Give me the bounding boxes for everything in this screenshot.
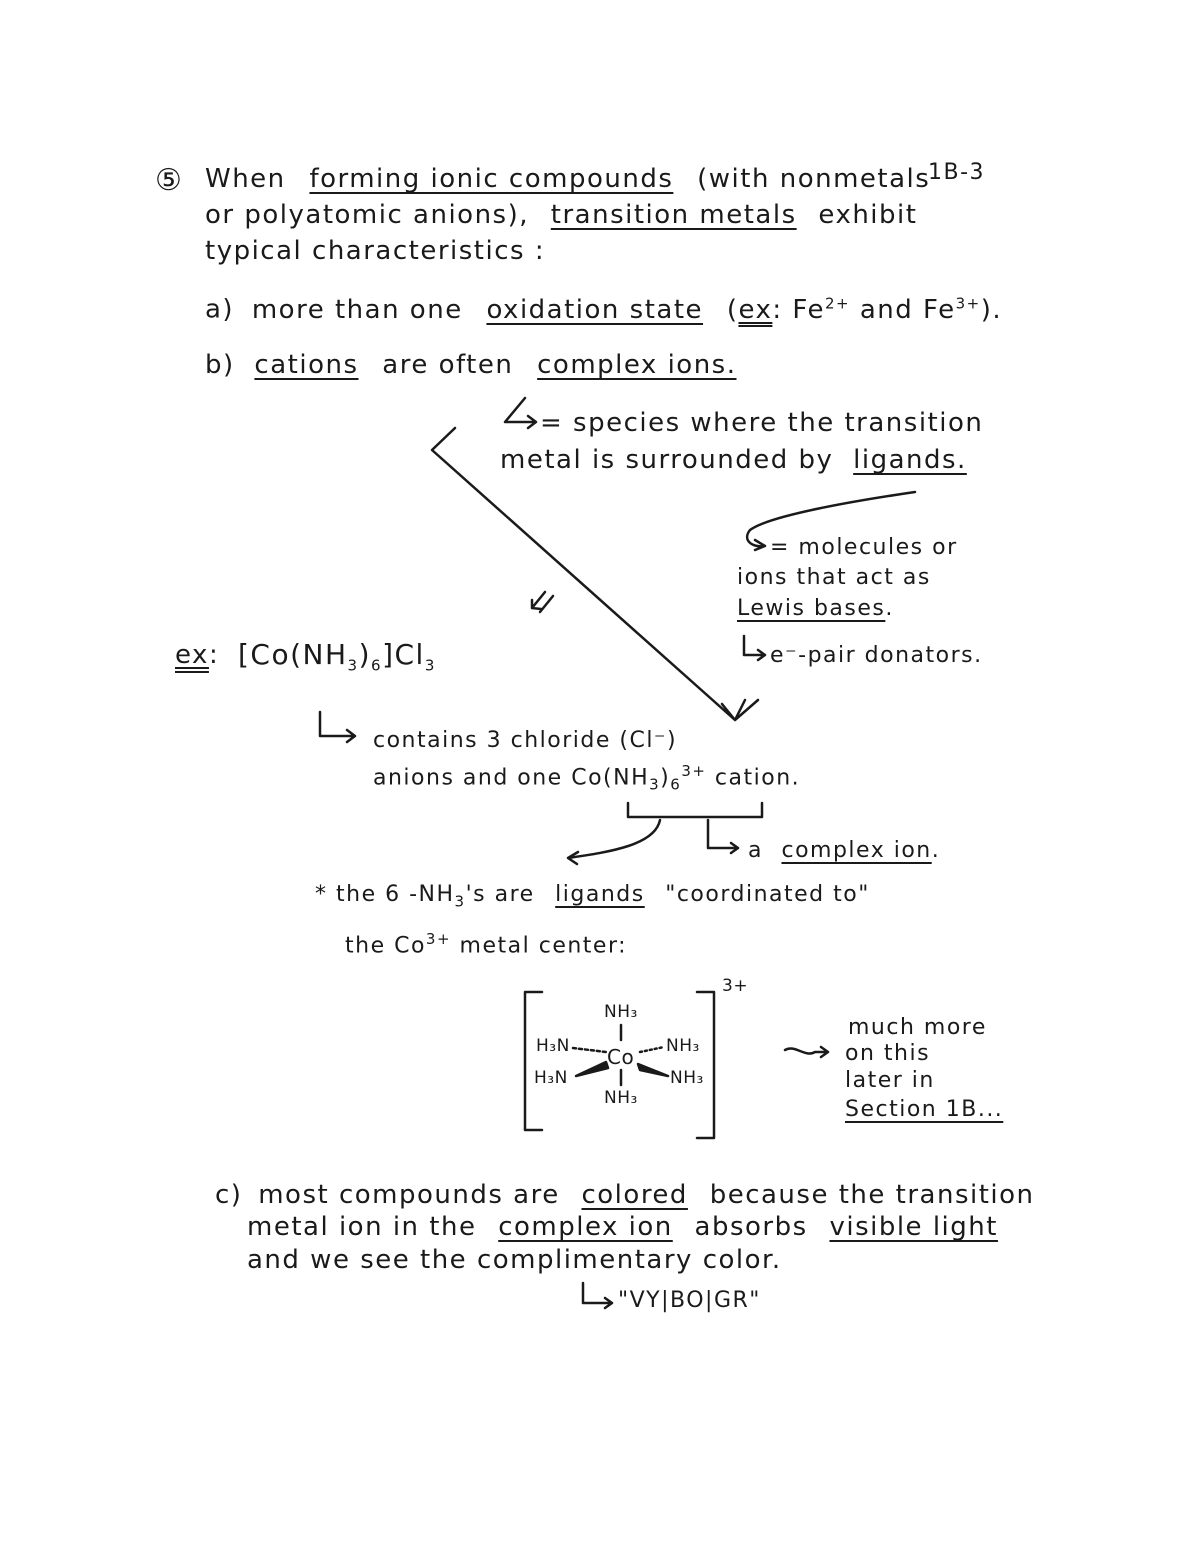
term-colored: colored <box>581 1180 688 1210</box>
term-visible-light: visible light <box>829 1212 998 1242</box>
item-c-line-2 <box>247 1212 998 1243</box>
term-oxidation-state: oxidation state <box>486 294 704 325</box>
squiggle-arrow-later <box>785 1047 828 1057</box>
item-5-line-2 <box>205 200 917 231</box>
structure-center-metal: Co <box>607 1045 635 1069</box>
complex-def-line-2 <box>500 445 967 476</box>
item-5-polyatomic: or polyatomic anions), <box>205 200 530 230</box>
term-lewis-bases: Lewis bases <box>737 596 886 621</box>
paren-open: ( <box>726 294 739 325</box>
page-number: 1B-3 <box>928 160 986 185</box>
item-5-nonmetals: (with nonmetals <box>697 164 931 194</box>
item-a-text: more than one <box>251 294 463 325</box>
fe-1: : Fe <box>772 294 825 325</box>
structure-right-down-ligand: NH₃ <box>670 1068 704 1088</box>
contains-line-1: contains 3 chloride (Cl⁻) <box>373 728 678 753</box>
formula-part-a: [Co(NH <box>238 638 348 671</box>
formula-sub-6: 6 <box>371 656 383 675</box>
item-c-because: because the transition <box>709 1180 1035 1210</box>
formula-part-b: ) <box>358 638 372 671</box>
formula-sub-3b: 3 <box>424 656 436 675</box>
ligand-def-line-1: = molecules or <box>770 535 958 560</box>
term-ligands-2: ligands <box>555 882 645 907</box>
item-5-line-3: typical characteristics : <box>205 236 546 266</box>
structure-bottom-ligand: NH₃ <box>604 1088 638 1108</box>
complex-ion-note <box>748 838 940 864</box>
fe-2plus: 2+ <box>824 294 851 312</box>
item-b-label: b) <box>205 350 235 380</box>
item-5-exhibit: exhibit <box>818 200 918 230</box>
complex-def-text: metal is surrounded by <box>500 445 834 475</box>
structure-left-bracket <box>525 992 542 1130</box>
formula-part-c: ]Cl <box>382 638 425 671</box>
example-formula <box>238 638 436 675</box>
ex-label: ex <box>738 294 773 325</box>
star-note-are: 's are <box>465 882 535 907</box>
complex-ion-a: a <box>748 838 763 863</box>
fe-3plus: 3+ <box>955 294 981 312</box>
star-note-line-1 <box>315 882 870 910</box>
item-b-text: are often <box>382 350 514 380</box>
term-transition-metals: transition metals <box>550 200 797 230</box>
star-note-co: the Co <box>345 933 426 959</box>
contains-sub-3: 3 <box>649 775 661 794</box>
structure-left-up-ligand: H₃N <box>536 1036 570 1056</box>
item-b <box>205 350 737 381</box>
bond-right-up <box>640 1047 664 1052</box>
ex-colon: : <box>208 640 220 670</box>
item-c-label: c) <box>215 1180 243 1210</box>
item-5-when: When <box>205 164 286 194</box>
later-note-line-1: much more <box>848 1015 987 1040</box>
item-a <box>205 294 1002 326</box>
later-note-line-3: later in <box>845 1068 935 1093</box>
star-note-line-2 <box>345 930 627 960</box>
period: . <box>885 596 894 621</box>
ligand-def-line-3 <box>737 596 894 622</box>
paren-close: ). <box>980 294 1003 325</box>
term-cations: cations <box>254 350 359 380</box>
hook-arrow-complex-ion <box>708 820 738 853</box>
bracket-under-cation <box>628 803 762 817</box>
wedge-right-down <box>638 1064 668 1076</box>
later-note-section: Section 1B... <box>845 1097 1004 1122</box>
hook-arrow-contains <box>320 712 355 742</box>
contains-anions: anions and one Co(NH <box>373 765 650 791</box>
item-a-example <box>727 295 1002 325</box>
term-complex-ion-2: complex ion <box>498 1212 673 1242</box>
item-a-label: a) <box>205 294 235 325</box>
item-c-most: most compounds are <box>258 1180 560 1210</box>
term-ligands: ligands. <box>853 445 967 475</box>
double-arrow-small <box>532 592 553 612</box>
structure-right-bracket <box>697 992 714 1138</box>
structure-right-up-ligand: NH₃ <box>666 1036 700 1056</box>
item-5-line-1 <box>205 164 930 195</box>
star-note-charge: 3+ <box>425 930 452 948</box>
star-note-sub-3: 3 <box>454 892 466 911</box>
contains-cation: cation. <box>706 765 801 791</box>
item-c-metal-ion: metal ion in the <box>247 1212 477 1242</box>
term-complex-ions: complex ions. <box>537 350 737 380</box>
ex-label-2: ex <box>175 640 209 670</box>
item-c-line-3: and we see the complimentary color. <box>247 1245 782 1275</box>
item-c-mnemonic: "VY|BO|GR" <box>618 1288 761 1313</box>
structure-top-ligand: NH₃ <box>604 1002 638 1022</box>
contains-charge: 3+ <box>681 762 707 780</box>
curve-arrow-left <box>568 820 660 864</box>
item-5-marker: ⑤ <box>155 163 184 198</box>
contains-line-2 <box>373 762 800 794</box>
hook-arrow-epair <box>744 636 765 660</box>
hook-arrow-complex <box>505 398 536 428</box>
wedge-left-down <box>576 1062 608 1076</box>
example-label <box>175 640 219 671</box>
bond-left-up <box>573 1048 606 1052</box>
contains-paren: ) <box>660 765 671 791</box>
ligand-def-line-4: e⁻-pair donators. <box>770 643 983 668</box>
term-forming-ionic-compounds: forming ionic compounds <box>309 164 674 194</box>
star-note-nh: * the 6 -NH <box>315 882 455 907</box>
later-note-line-2: on this <box>845 1041 931 1066</box>
complex-ion-period: . <box>931 838 941 863</box>
hook-arrow-mnemonic <box>583 1283 612 1308</box>
fe-2: and Fe <box>850 294 956 325</box>
ligand-def-line-2: ions that act as <box>737 565 931 590</box>
structure-left-down-ligand: H₃N <box>534 1068 568 1088</box>
star-note-coordinated: "coordinated to" <box>665 882 870 907</box>
star-note-metal-center: metal center: <box>451 933 628 959</box>
term-complex-ion: complex ion <box>781 838 932 863</box>
item-c-absorbs: absorbs <box>694 1212 808 1242</box>
structure-charge: 3+ <box>722 976 749 996</box>
formula-sub-3: 3 <box>347 656 359 675</box>
item-c-line-1 <box>215 1180 1035 1211</box>
contains-sub-6: 6 <box>670 775 682 794</box>
complex-def-line-1: = species where the transition <box>540 408 984 438</box>
